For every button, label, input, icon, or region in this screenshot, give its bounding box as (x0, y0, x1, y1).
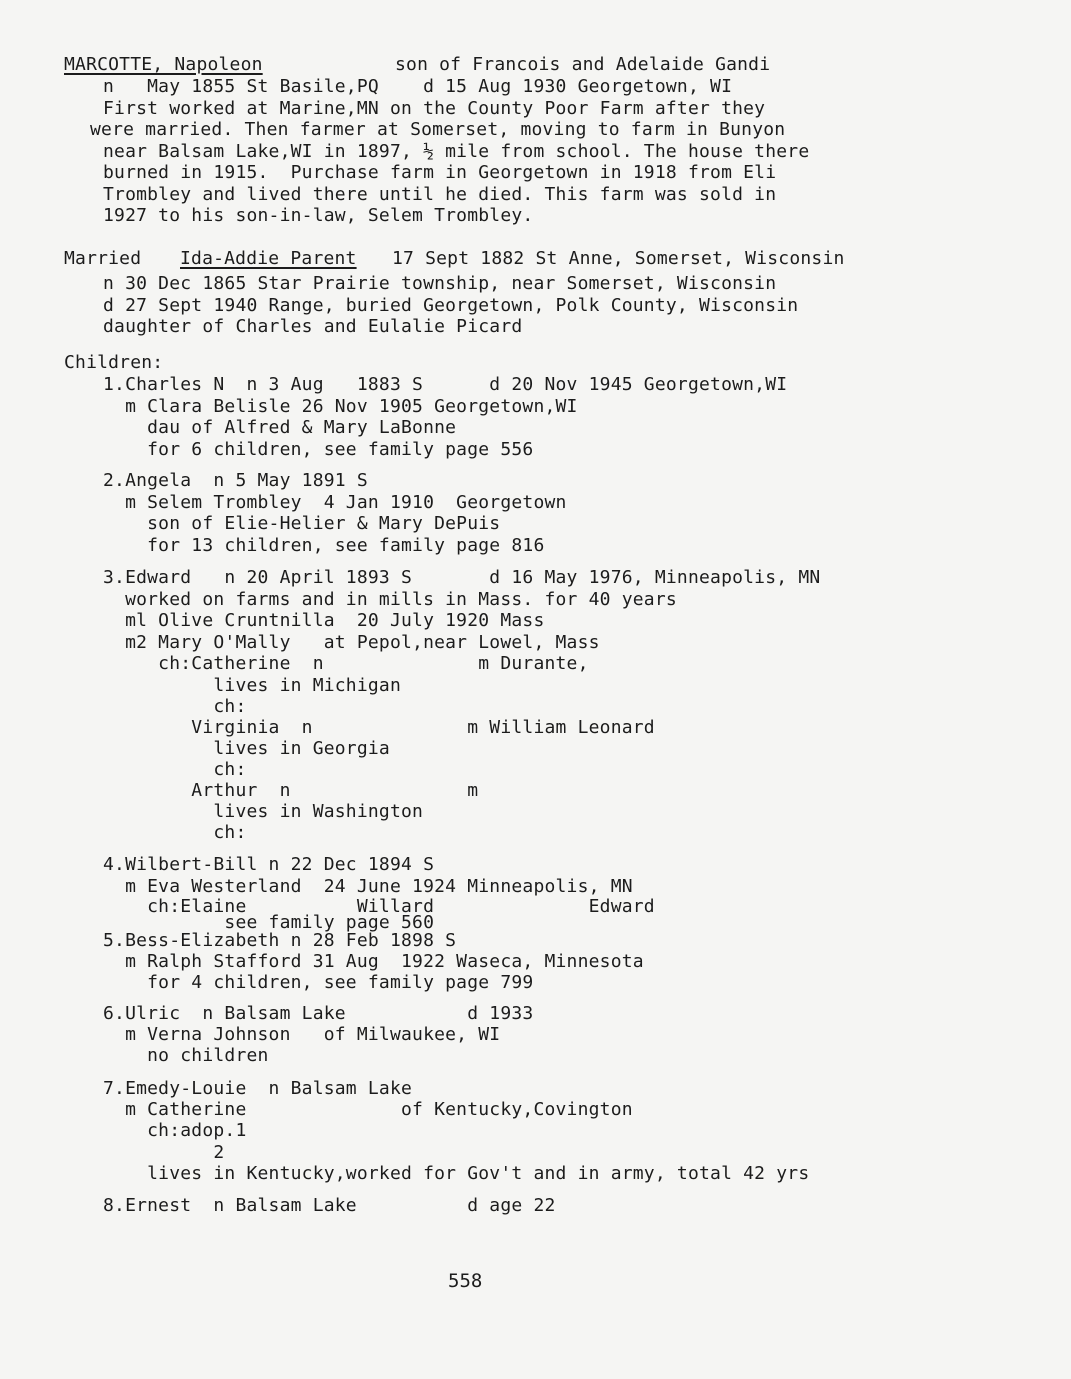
spouse-line: daughter of Charles and Eulalie Picard (103, 316, 523, 337)
subject-line: were married. Then farmer at Somerset, moving to farm in Bunyon (90, 119, 786, 140)
grandchild-line: lives in Michigan (103, 675, 401, 696)
children-heading: Children: (64, 352, 164, 373)
child-entry-line: no children (103, 1045, 269, 1066)
child-entry-line: lives in Kentucky,worked for Gov't and in army, total 42 yrs (103, 1163, 810, 1184)
child-entry-line: m Eva Westerland 24 June 1924 Minneapolis, MN (103, 876, 633, 897)
child-entry-line: 6.Ulric n Balsam Lake d 1933 (103, 1003, 534, 1024)
child-entry-line: 1.Charles N n 3 Aug 1883 S d 20 Nov 1945 Georgetown,WI (103, 374, 788, 395)
child-entry-line: 2.Angela n 5 May 1891 S (103, 470, 368, 491)
child-entry-line: ch:Elaine Willard Edward (103, 896, 655, 917)
subject-line: First worked at Marine,MN on the County Poor Farm after they (103, 98, 766, 119)
child-entry-line: m Verna Johnson of Milwaukee, WI (103, 1024, 501, 1045)
child-entry-line: m2 Mary O'Mally at Pepol,near Lowel, Mass (103, 632, 600, 653)
child-entry-line: 4.Wilbert-Bill n 22 Dec 1894 S (103, 854, 435, 875)
subject-line: burned in 1915. Purchase farm in Georgetown in 1918 from Eli (103, 162, 777, 183)
married-label: Married (64, 248, 142, 269)
child-entry-line: for 13 children, see family page 816 (103, 535, 545, 556)
child-entry-line: see family page 560 (103, 912, 435, 933)
grandchild-line: Virginia n m William Leonard (103, 717, 655, 738)
child-entry-line: m Clara Belisle 26 Nov 1905 Georgetown,WI (103, 396, 578, 417)
grandchild-line: ch: (103, 822, 247, 843)
child-entry-line: 8.Ernest n Balsam Lake d age 22 (103, 1195, 556, 1216)
child-entry-line: m Catherine of Kentucky,Covington (103, 1099, 633, 1120)
subject-line: near Balsam Lake,WI in 1897, ½ mile from school. The house there (103, 141, 810, 162)
grandchild-line: lives in Washington (103, 801, 424, 822)
child-entry-line: for 4 children, see family page 799 (103, 972, 534, 993)
grandchild-line: ch:Catherine n m Durante, (103, 653, 589, 674)
spouse-line: d 27 Sept 1940 Range, buried Georgetown, Polk County, Wisconsin (103, 295, 799, 316)
subject-line: Trombley and lived there until he died. This farm was sold in (103, 184, 777, 205)
child-entry-line: ml Olive Cruntnilla 20 July 1920 Mass (103, 610, 545, 631)
child-entry-line: worked on farms and in mills in Mass. for 40 years (103, 589, 677, 610)
child-entry-line: for 6 children, see family page 556 (103, 439, 534, 460)
child-entry-line: m Selem Trombley 4 Jan 1910 Georgetown (103, 492, 567, 513)
child-entry-line: dau of Alfred & Mary LaBonne (103, 417, 457, 438)
subject-line: n May 1855 St Basile,PQ d 15 Aug 1930 Georgetown, WI (103, 76, 733, 97)
grandchild-line: ch: (103, 696, 247, 717)
child-entry-line: ch:adop.1 (103, 1120, 247, 1141)
child-entry-line: m Ralph Stafford 31 Aug 1922 Waseca, Minnesota (103, 951, 644, 972)
spouse-line: n 30 Dec 1865 Star Prairie township, near Somerset, Wisconsin (103, 273, 777, 294)
child-entry-line: son of Elie-Helier & Mary DePuis (103, 513, 501, 534)
spouse-name: Ida-Addie Parent (180, 248, 357, 269)
marriage-details: 17 Sept 1882 St Anne, Somerset, Wisconsin (392, 248, 845, 269)
subject-line: 1927 to his son-in-law, Selem Trombley. (103, 205, 534, 226)
grandchild-line: ch: (103, 759, 247, 780)
grandchild-line: Arthur n m (103, 780, 479, 801)
child-entry-line: 7.Emedy-Louie n Balsam Lake (103, 1078, 413, 1099)
subject-name: MARCOTTE, Napoleon (64, 54, 263, 75)
subject-parents: son of Francois and Adelaide Gandi (395, 54, 771, 75)
child-entry-line: 3.Edward n 20 April 1893 S d 16 May 1976, Minneapolis, MN (103, 567, 821, 588)
grandchild-line: lives in Georgia (103, 738, 390, 759)
child-entry-line: 5.Bess-Elizabeth n 28 Feb 1898 S (103, 930, 457, 951)
page-number: 558 (448, 1270, 483, 1292)
child-entry-line: 2 (103, 1142, 225, 1163)
